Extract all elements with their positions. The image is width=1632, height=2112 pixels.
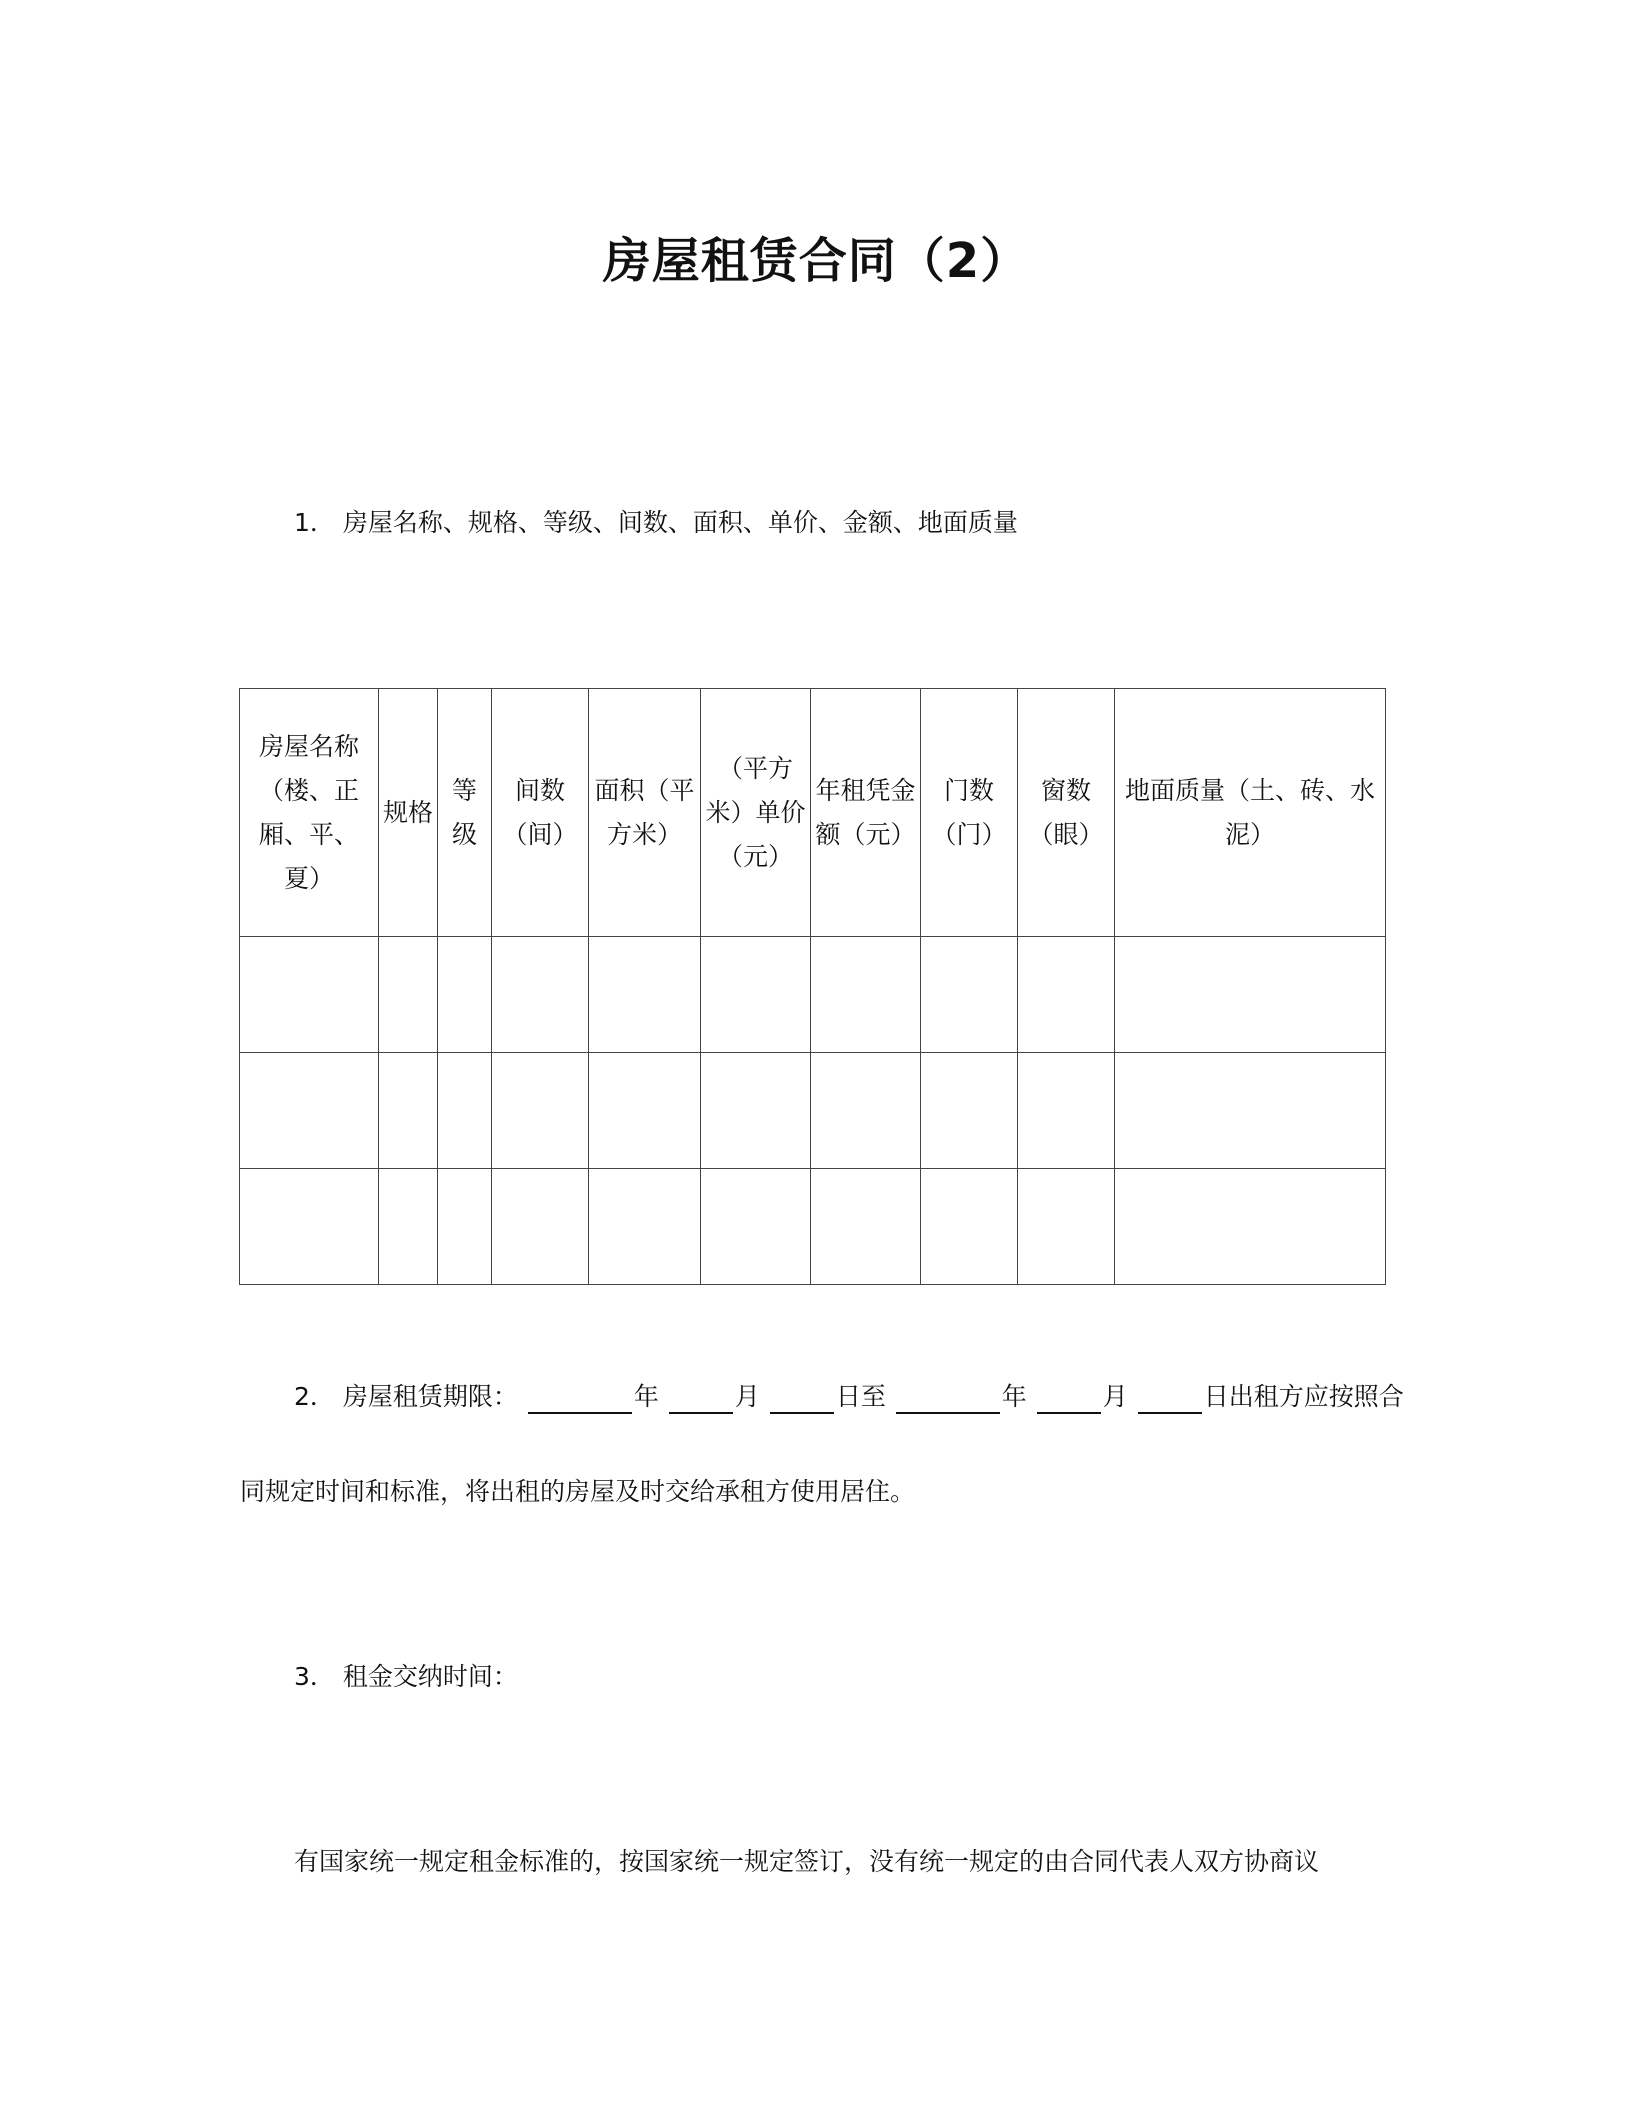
table-cell[interactable]	[438, 937, 492, 1053]
section-2-tail: 日出租方应按照合	[1203, 1382, 1404, 1411]
table-cell[interactable]	[438, 1053, 492, 1169]
table-cell[interactable]	[379, 937, 438, 1053]
table-cell[interactable]	[1115, 1053, 1386, 1169]
property-table	[239, 688, 1386, 1285]
header-grade: 等级	[438, 689, 492, 937]
table-cell[interactable]	[921, 937, 1018, 1053]
end-year-blank[interactable]	[896, 1386, 1000, 1414]
end-month-label: 月	[1102, 1382, 1128, 1411]
header-windows: 窗数（眼）	[1018, 689, 1115, 937]
header-area: 面积（平方米）	[589, 689, 701, 937]
table-cell[interactable]	[492, 1169, 589, 1285]
table-cell[interactable]	[811, 1169, 921, 1285]
table-cell[interactable]	[701, 1169, 811, 1285]
start-day-label: 日至	[835, 1382, 886, 1411]
table-cell[interactable]	[379, 1169, 438, 1285]
start-day-blank[interactable]	[770, 1386, 834, 1414]
table-cell[interactable]	[701, 1053, 811, 1169]
header-house-name: 房屋名称（楼、正厢、平、夏）	[240, 689, 379, 937]
section-1-text: 房屋名称、规格、等级、间数、面积、单价、金额、地面质量	[342, 508, 1018, 537]
section-3-text: 租金交纳时间：	[342, 1662, 518, 1691]
table-row	[240, 937, 1386, 1053]
section-2-lease-term	[294, 1380, 1404, 1414]
section-3-heading	[294, 1660, 518, 1694]
header-rooms: 间数（间）	[492, 689, 589, 937]
table-cell[interactable]	[438, 1169, 492, 1285]
section-2-continuation: 同规定时间和标准，将出租的房屋及时交给承租方使用居住。	[240, 1477, 916, 1506]
header-unit-price: （平方米）单价（元）	[701, 689, 811, 937]
header-doors: 门数（门）	[921, 689, 1018, 937]
table-cell[interactable]	[1115, 1169, 1386, 1285]
header-spec: 规格	[379, 689, 438, 937]
table-cell[interactable]	[811, 1053, 921, 1169]
end-day-blank[interactable]	[1138, 1386, 1202, 1414]
table-cell[interactable]	[240, 937, 379, 1053]
end-year-label: 年	[1001, 1382, 1027, 1411]
table-header-row	[240, 689, 1386, 937]
table-cell[interactable]	[492, 937, 589, 1053]
table-cell[interactable]	[1018, 1053, 1115, 1169]
start-month-label: 月	[734, 1382, 760, 1411]
table-cell[interactable]	[921, 1169, 1018, 1285]
start-month-blank[interactable]	[669, 1386, 733, 1414]
table-cell[interactable]	[240, 1053, 379, 1169]
table-cell[interactable]	[589, 1053, 701, 1169]
table-cell[interactable]	[921, 1053, 1018, 1169]
table-cell[interactable]	[811, 937, 921, 1053]
header-annual-rent: 年租凭金额（元）	[811, 689, 921, 937]
table-row	[240, 1169, 1386, 1285]
section-2-number: 2．	[294, 1382, 335, 1411]
start-year-label: 年	[633, 1382, 659, 1411]
header-floor-quality: 地面质量（土、砖、水泥）	[1115, 689, 1386, 937]
table-cell[interactable]	[589, 1169, 701, 1285]
table-cell[interactable]	[1018, 1169, 1115, 1285]
table-cell[interactable]	[589, 937, 701, 1053]
table-cell[interactable]	[1115, 937, 1386, 1053]
section-2-label: 房屋租赁期限：	[342, 1382, 518, 1411]
table-cell[interactable]	[240, 1169, 379, 1285]
start-year-blank[interactable]	[528, 1386, 632, 1414]
table-cell[interactable]	[1018, 937, 1115, 1053]
table-cell[interactable]	[492, 1053, 589, 1169]
table-cell[interactable]	[379, 1053, 438, 1169]
section-1-heading	[294, 506, 1018, 540]
table-row	[240, 1053, 1386, 1169]
table-cell[interactable]	[701, 937, 811, 1053]
page-title: 房屋租赁合同（2）	[602, 233, 1030, 289]
section-4-paragraph: 有国家统一规定租金标准的，按国家统一规定签订，没有统一规定的由合同代表人双方协商议	[294, 1847, 1320, 1876]
end-month-blank[interactable]	[1037, 1386, 1101, 1414]
section-3-number: 3．	[294, 1662, 335, 1691]
section-1-number: 1．	[294, 508, 335, 537]
